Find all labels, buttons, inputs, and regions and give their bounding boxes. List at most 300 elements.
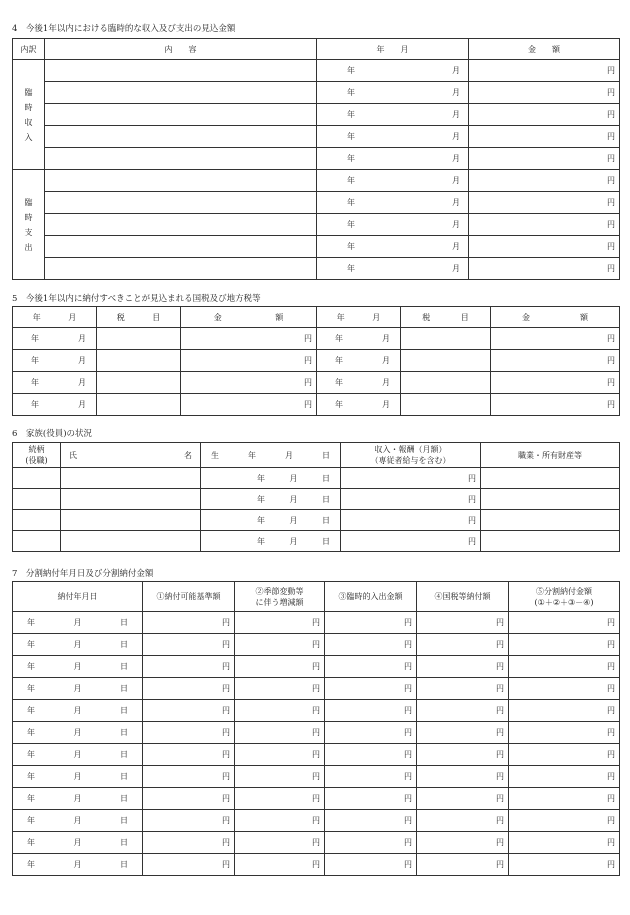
income-cell[interactable] bbox=[341, 489, 481, 510]
year-unit: 年 bbox=[335, 378, 343, 387]
content-cell[interactable] bbox=[45, 214, 317, 236]
month-unit: 月 bbox=[78, 400, 86, 409]
month-unit: 月 bbox=[382, 378, 390, 387]
amount-col1-cell[interactable] bbox=[143, 700, 235, 722]
tax-amount-cell[interactable] bbox=[181, 372, 317, 394]
income-row bbox=[13, 104, 620, 126]
yearmonth-cell[interactable] bbox=[317, 236, 469, 258]
yen-unit: 円 bbox=[468, 473, 476, 483]
family-row bbox=[13, 489, 620, 510]
header-amount: 金 額 bbox=[469, 39, 620, 60]
amount-cell[interactable] bbox=[469, 126, 620, 148]
yen-unit: 円 bbox=[607, 154, 615, 163]
header-occupation: 職業・所有財産等 bbox=[481, 443, 620, 468]
month-unit: 月 bbox=[289, 536, 298, 546]
month-unit: 月 bbox=[452, 110, 460, 119]
yen-unit: 円 bbox=[404, 640, 412, 649]
yen-unit: 円 bbox=[607, 750, 615, 759]
header-amount-2: 額 bbox=[275, 312, 284, 322]
amount-col2-cell[interactable] bbox=[235, 832, 325, 854]
year-unit: 年 bbox=[27, 860, 35, 869]
day-unit: 日 bbox=[322, 536, 330, 546]
amount-cell[interactable] bbox=[469, 192, 620, 214]
yen-unit: 円 bbox=[496, 728, 504, 737]
payment-date-cell[interactable] bbox=[13, 788, 143, 810]
occupation-cell[interactable] bbox=[481, 531, 620, 552]
amount-col3-cell[interactable] bbox=[325, 854, 417, 876]
installment-row bbox=[13, 634, 620, 656]
header-birth-4: 日 bbox=[322, 450, 330, 460]
content-cell[interactable] bbox=[45, 258, 317, 280]
section-5-table bbox=[12, 306, 620, 416]
amount-col5-cell[interactable] bbox=[509, 788, 620, 810]
amount-col1-cell[interactable] bbox=[143, 656, 235, 678]
yen-unit: 円 bbox=[496, 706, 504, 715]
month-unit: 月 bbox=[382, 356, 390, 365]
year-unit: 年 bbox=[31, 356, 39, 365]
tax-item-cell[interactable] bbox=[401, 394, 491, 416]
relation-cell[interactable] bbox=[13, 531, 61, 552]
amount-cell[interactable] bbox=[469, 104, 620, 126]
yen-unit: 円 bbox=[607, 356, 615, 365]
header-col5-a: ⑤分割納付金額 bbox=[536, 586, 592, 596]
tax-yearmonth-cell[interactable] bbox=[317, 394, 401, 416]
amount-col5-cell[interactable] bbox=[509, 854, 620, 876]
tax-amount-cell[interactable] bbox=[181, 350, 317, 372]
yearmonth-cell[interactable] bbox=[317, 214, 469, 236]
amount-cell[interactable] bbox=[469, 236, 620, 258]
yen-unit: 円 bbox=[222, 684, 230, 693]
name-cell[interactable] bbox=[61, 531, 201, 552]
yearmonth-cell[interactable] bbox=[317, 170, 469, 192]
payment-date-cell[interactable] bbox=[13, 744, 143, 766]
name-cell[interactable] bbox=[61, 468, 201, 489]
amount-col2-cell[interactable] bbox=[235, 722, 325, 744]
tax-amount-cell[interactable] bbox=[491, 394, 620, 416]
header-month: 月 bbox=[68, 312, 77, 322]
section-6-table bbox=[12, 442, 620, 552]
amount-col4-cell[interactable] bbox=[417, 700, 509, 722]
month-unit: 月 bbox=[73, 860, 82, 869]
day-unit: 日 bbox=[120, 706, 128, 715]
relation-cell[interactable] bbox=[13, 510, 61, 531]
income-row bbox=[13, 82, 620, 104]
year-unit: 年 bbox=[31, 400, 39, 409]
amount-col5-cell[interactable] bbox=[509, 766, 620, 788]
yearmonth-cell[interactable] bbox=[317, 60, 469, 82]
header-month: 月 bbox=[372, 312, 381, 322]
installment-row bbox=[13, 722, 620, 744]
amount-col3-cell[interactable] bbox=[325, 788, 417, 810]
amount-col4-cell[interactable] bbox=[417, 854, 509, 876]
header-col5-b: (①＋②＋③－④) bbox=[534, 597, 594, 607]
header-yearmonth: 年 月 bbox=[317, 39, 469, 60]
month-unit: 月 bbox=[452, 154, 460, 163]
yen-unit: 円 bbox=[468, 494, 476, 504]
amount-col2-cell[interactable] bbox=[235, 854, 325, 876]
month-unit: 月 bbox=[73, 728, 82, 737]
expense-label-char: 時 bbox=[24, 212, 33, 222]
income-label-char: 臨 bbox=[24, 87, 33, 97]
tax-yearmonth-cell[interactable] bbox=[13, 394, 97, 416]
content-cell[interactable] bbox=[45, 126, 317, 148]
tax-item-cell[interactable] bbox=[401, 350, 491, 372]
month-unit: 月 bbox=[73, 618, 82, 627]
occupation-cell[interactable] bbox=[481, 468, 620, 489]
yen-unit: 円 bbox=[607, 334, 615, 343]
amount-col1-cell[interactable] bbox=[143, 854, 235, 876]
yen-unit: 円 bbox=[496, 794, 504, 803]
tax-item-cell[interactable] bbox=[97, 372, 181, 394]
tax-item-cell[interactable] bbox=[97, 394, 181, 416]
income-label-char: 入 bbox=[24, 132, 33, 142]
yen-unit: 円 bbox=[496, 750, 504, 759]
amount-col1-cell[interactable] bbox=[143, 766, 235, 788]
installment-row bbox=[13, 854, 620, 876]
yen-unit: 円 bbox=[496, 618, 504, 627]
payment-date-cell[interactable] bbox=[13, 854, 143, 876]
year-unit: 年 bbox=[31, 378, 39, 387]
amount-col3-cell[interactable] bbox=[325, 634, 417, 656]
income-cell[interactable] bbox=[341, 468, 481, 489]
header-col2-a: ②季節変動等 bbox=[255, 586, 304, 596]
header-name-1: 氏 bbox=[69, 450, 77, 460]
amount-col1-cell[interactable] bbox=[143, 744, 235, 766]
yen-unit: 円 bbox=[312, 838, 320, 847]
yearmonth-cell[interactable] bbox=[317, 104, 469, 126]
amount-col2-cell[interactable] bbox=[235, 656, 325, 678]
yearmonth-cell[interactable] bbox=[317, 258, 469, 280]
year-unit: 年 bbox=[347, 110, 355, 119]
amount-col5-cell[interactable] bbox=[509, 722, 620, 744]
income-row bbox=[13, 126, 620, 148]
installment-row bbox=[13, 744, 620, 766]
tax-yearmonth-cell[interactable] bbox=[13, 372, 97, 394]
content-cell[interactable] bbox=[45, 82, 317, 104]
header-tax: 税 bbox=[116, 312, 125, 322]
yearmonth-cell[interactable] bbox=[317, 192, 469, 214]
header-name-2: 名 bbox=[184, 450, 192, 460]
yen-unit: 円 bbox=[496, 860, 504, 869]
yen-unit: 円 bbox=[404, 618, 412, 627]
header-col1: ①納付可能基準額 bbox=[143, 582, 235, 612]
yen-unit: 円 bbox=[468, 515, 476, 525]
amount-col2-cell[interactable] bbox=[235, 634, 325, 656]
installment-row bbox=[13, 678, 620, 700]
yen-unit: 円 bbox=[222, 640, 230, 649]
header-birth-2: 年 bbox=[248, 450, 256, 460]
amount-col3-cell[interactable] bbox=[325, 810, 417, 832]
yen-unit: 円 bbox=[222, 838, 230, 847]
amount-col5-cell[interactable] bbox=[509, 656, 620, 678]
header-year: 年 bbox=[32, 312, 41, 322]
month-unit: 月 bbox=[73, 684, 82, 693]
year-unit: 年 bbox=[347, 88, 355, 97]
header-col4: ④国税等納付額 bbox=[417, 582, 509, 612]
payment-date-cell[interactable] bbox=[13, 656, 143, 678]
yen-unit: 円 bbox=[607, 618, 615, 627]
amount-col4-cell[interactable] bbox=[417, 634, 509, 656]
amount-cell[interactable] bbox=[469, 60, 620, 82]
tax-amount-cell[interactable] bbox=[491, 350, 620, 372]
amount-col3-cell[interactable] bbox=[325, 656, 417, 678]
payment-date-cell[interactable] bbox=[13, 766, 143, 788]
amount-col5-cell[interactable] bbox=[509, 810, 620, 832]
yen-unit: 円 bbox=[312, 662, 320, 671]
yen-unit: 円 bbox=[607, 220, 615, 229]
content-cell[interactable] bbox=[45, 60, 317, 82]
tax-amount-cell[interactable] bbox=[181, 394, 317, 416]
month-unit: 月 bbox=[73, 772, 82, 781]
year-unit: 年 bbox=[27, 618, 35, 627]
amount-col2-cell[interactable] bbox=[235, 788, 325, 810]
tax-row bbox=[13, 372, 620, 394]
header-amount-2: 額 bbox=[580, 312, 588, 322]
content-cell[interactable] bbox=[45, 104, 317, 126]
year-unit: 年 bbox=[31, 334, 39, 343]
year-unit: 年 bbox=[347, 220, 355, 229]
yen-unit: 円 bbox=[304, 334, 312, 343]
amount-col4-cell[interactable] bbox=[417, 810, 509, 832]
year-unit: 年 bbox=[347, 242, 355, 251]
tax-amount-cell[interactable] bbox=[491, 328, 620, 350]
header-item: 目 bbox=[460, 312, 469, 322]
amount-col1-cell[interactable] bbox=[143, 678, 235, 700]
birthdate-cell[interactable] bbox=[201, 468, 341, 489]
yen-unit: 円 bbox=[222, 816, 230, 825]
amount-col1-cell[interactable] bbox=[143, 810, 235, 832]
payment-date-cell[interactable] bbox=[13, 810, 143, 832]
day-unit: 日 bbox=[120, 772, 128, 781]
amount-col1-cell[interactable] bbox=[143, 832, 235, 854]
content-cell[interactable] bbox=[45, 192, 317, 214]
expense-row bbox=[13, 236, 620, 258]
section-5-title: 5 今後1年以内に納付すべきことが見込まれる国税及び地方税等 bbox=[12, 294, 261, 304]
tax-item-cell[interactable] bbox=[97, 328, 181, 350]
tax-yearmonth-cell[interactable] bbox=[317, 328, 401, 350]
amount-cell[interactable] bbox=[469, 258, 620, 280]
day-unit: 日 bbox=[120, 662, 128, 671]
yen-unit: 円 bbox=[607, 132, 615, 141]
income-row bbox=[13, 148, 620, 170]
yen-unit: 円 bbox=[607, 816, 615, 825]
year-unit: 年 bbox=[27, 838, 35, 847]
tax-yearmonth-cell[interactable] bbox=[317, 372, 401, 394]
month-unit: 月 bbox=[452, 66, 460, 75]
yen-unit: 円 bbox=[222, 618, 230, 627]
month-unit: 月 bbox=[78, 356, 86, 365]
amount-col3-cell[interactable] bbox=[325, 722, 417, 744]
amount-cell[interactable] bbox=[469, 170, 620, 192]
income-label-char: 時 bbox=[24, 102, 33, 112]
installment-row bbox=[13, 766, 620, 788]
day-unit: 日 bbox=[120, 794, 128, 803]
content-cell[interactable] bbox=[45, 236, 317, 258]
day-unit: 日 bbox=[120, 860, 128, 869]
tax-yearmonth-cell[interactable] bbox=[13, 350, 97, 372]
content-cell[interactable] bbox=[45, 170, 317, 192]
amount-col4-cell[interactable] bbox=[417, 766, 509, 788]
amount-cell[interactable] bbox=[469, 214, 620, 236]
payment-date-cell[interactable] bbox=[13, 700, 143, 722]
amount-col2-cell[interactable] bbox=[235, 612, 325, 634]
tax-item-cell[interactable] bbox=[401, 328, 491, 350]
yen-unit: 円 bbox=[607, 662, 615, 671]
header-content: 内 容 bbox=[45, 39, 317, 60]
yen-unit: 円 bbox=[404, 750, 412, 759]
payment-date-cell[interactable] bbox=[13, 634, 143, 656]
amount-col3-cell[interactable] bbox=[325, 832, 417, 854]
payment-date-cell[interactable] bbox=[13, 832, 143, 854]
header-amount: 金 bbox=[213, 312, 222, 322]
day-unit: 日 bbox=[120, 750, 128, 759]
tax-row bbox=[13, 328, 620, 350]
tax-item-cell[interactable] bbox=[97, 350, 181, 372]
installment-row bbox=[13, 656, 620, 678]
yearmonth-cell[interactable] bbox=[317, 126, 469, 148]
section-7-table bbox=[12, 581, 620, 876]
year-unit: 年 bbox=[27, 662, 35, 671]
month-unit: 月 bbox=[452, 198, 460, 207]
tax-yearmonth-cell[interactable] bbox=[317, 350, 401, 372]
amount-col2-cell[interactable] bbox=[235, 810, 325, 832]
tax-amount-cell[interactable] bbox=[491, 372, 620, 394]
amount-col4-cell[interactable] bbox=[417, 788, 509, 810]
income-cell[interactable] bbox=[341, 531, 481, 552]
month-unit: 月 bbox=[73, 794, 82, 803]
amount-col4-cell[interactable] bbox=[417, 656, 509, 678]
expense-label-char: 出 bbox=[24, 242, 33, 252]
tax-amount-cell[interactable] bbox=[181, 328, 317, 350]
header-income-note: （専従者給与を含む） bbox=[370, 456, 451, 465]
yearmonth-cell[interactable] bbox=[317, 148, 469, 170]
amount-col4-cell[interactable] bbox=[417, 612, 509, 634]
amount-cell[interactable] bbox=[469, 148, 620, 170]
month-unit: 月 bbox=[73, 838, 82, 847]
yen-unit: 円 bbox=[312, 706, 320, 715]
income-cell[interactable] bbox=[341, 510, 481, 531]
family-row bbox=[13, 531, 620, 552]
yen-unit: 円 bbox=[404, 794, 412, 803]
header-col2-b: に伴う増減額 bbox=[255, 597, 304, 607]
yen-unit: 円 bbox=[404, 706, 412, 715]
amount-col3-cell[interactable] bbox=[325, 744, 417, 766]
installment-row bbox=[13, 788, 620, 810]
name-cell[interactable] bbox=[61, 489, 201, 510]
yen-unit: 円 bbox=[312, 816, 320, 825]
occupation-cell[interactable] bbox=[481, 510, 620, 531]
yen-unit: 円 bbox=[468, 536, 476, 546]
relation-cell[interactable] bbox=[13, 489, 61, 510]
yen-unit: 円 bbox=[404, 860, 412, 869]
amount-col1-cell[interactable] bbox=[143, 788, 235, 810]
amount-col5-cell[interactable] bbox=[509, 612, 620, 634]
yen-unit: 円 bbox=[304, 400, 312, 409]
yen-unit: 円 bbox=[404, 684, 412, 693]
yen-unit: 円 bbox=[607, 400, 615, 409]
name-cell[interactable] bbox=[61, 510, 201, 531]
amount-cell[interactable] bbox=[469, 82, 620, 104]
header-tax: 税 bbox=[422, 312, 431, 322]
amount-col2-cell[interactable] bbox=[235, 678, 325, 700]
amount-col5-cell[interactable] bbox=[509, 700, 620, 722]
month-unit: 月 bbox=[73, 706, 82, 715]
amount-col1-cell[interactable] bbox=[143, 722, 235, 744]
section-6-title: 6 家族(役員)の状況 bbox=[12, 429, 93, 439]
year-unit: 年 bbox=[27, 794, 35, 803]
payment-date-cell[interactable] bbox=[13, 722, 143, 744]
amount-col3-cell[interactable] bbox=[325, 700, 417, 722]
payment-date-cell[interactable] bbox=[13, 612, 143, 634]
amount-col5-cell[interactable] bbox=[509, 634, 620, 656]
amount-col1-cell[interactable] bbox=[143, 612, 235, 634]
payment-date-cell[interactable] bbox=[13, 678, 143, 700]
tax-row bbox=[13, 394, 620, 416]
content-cell[interactable] bbox=[45, 148, 317, 170]
year-unit: 年 bbox=[27, 640, 35, 649]
day-unit: 日 bbox=[322, 515, 330, 525]
year-unit: 年 bbox=[347, 66, 355, 75]
yen-unit: 円 bbox=[404, 662, 412, 671]
month-unit: 月 bbox=[73, 816, 82, 825]
family-row bbox=[13, 468, 620, 489]
year-unit: 年 bbox=[27, 772, 35, 781]
yen-unit: 円 bbox=[312, 860, 320, 869]
birthdate-cell[interactable] bbox=[201, 489, 341, 510]
amount-col2-cell[interactable] bbox=[235, 700, 325, 722]
installment-row bbox=[13, 612, 620, 634]
amount-col5-cell[interactable] bbox=[509, 832, 620, 854]
amount-col5-cell[interactable] bbox=[509, 744, 620, 766]
yen-unit: 円 bbox=[607, 640, 615, 649]
month-unit: 月 bbox=[73, 750, 82, 759]
header-category: 内訳 bbox=[13, 39, 45, 60]
amount-col1-cell[interactable] bbox=[143, 634, 235, 656]
tax-yearmonth-cell[interactable] bbox=[13, 328, 97, 350]
tax-item-cell[interactable] bbox=[401, 372, 491, 394]
expense-label-char: 臨 bbox=[24, 197, 33, 207]
yearmonth-cell[interactable] bbox=[317, 82, 469, 104]
yen-unit: 円 bbox=[607, 88, 615, 97]
birthdate-cell[interactable] bbox=[201, 531, 341, 552]
amount-col5-cell[interactable] bbox=[509, 678, 620, 700]
month-unit: 月 bbox=[452, 132, 460, 141]
yen-unit: 円 bbox=[222, 750, 230, 759]
amount-col4-cell[interactable] bbox=[417, 744, 509, 766]
amount-col4-cell[interactable] bbox=[417, 832, 509, 854]
amount-col2-cell[interactable] bbox=[235, 766, 325, 788]
amount-col4-cell[interactable] bbox=[417, 722, 509, 744]
amount-col3-cell[interactable] bbox=[325, 612, 417, 634]
year-unit: 年 bbox=[27, 728, 35, 737]
year-unit: 年 bbox=[257, 536, 265, 546]
yen-unit: 円 bbox=[404, 728, 412, 737]
month-unit: 月 bbox=[452, 264, 460, 273]
occupation-cell[interactable] bbox=[481, 489, 620, 510]
relation-cell[interactable] bbox=[13, 468, 61, 489]
amount-col3-cell[interactable] bbox=[325, 678, 417, 700]
expense-row bbox=[13, 170, 620, 192]
birthdate-cell[interactable] bbox=[201, 510, 341, 531]
expense-row bbox=[13, 258, 620, 280]
day-unit: 日 bbox=[120, 618, 128, 627]
yen-unit: 円 bbox=[404, 816, 412, 825]
installment-row bbox=[13, 810, 620, 832]
amount-col4-cell[interactable] bbox=[417, 678, 509, 700]
amount-col2-cell[interactable] bbox=[235, 744, 325, 766]
amount-col3-cell[interactable] bbox=[325, 766, 417, 788]
day-unit: 日 bbox=[322, 473, 330, 483]
